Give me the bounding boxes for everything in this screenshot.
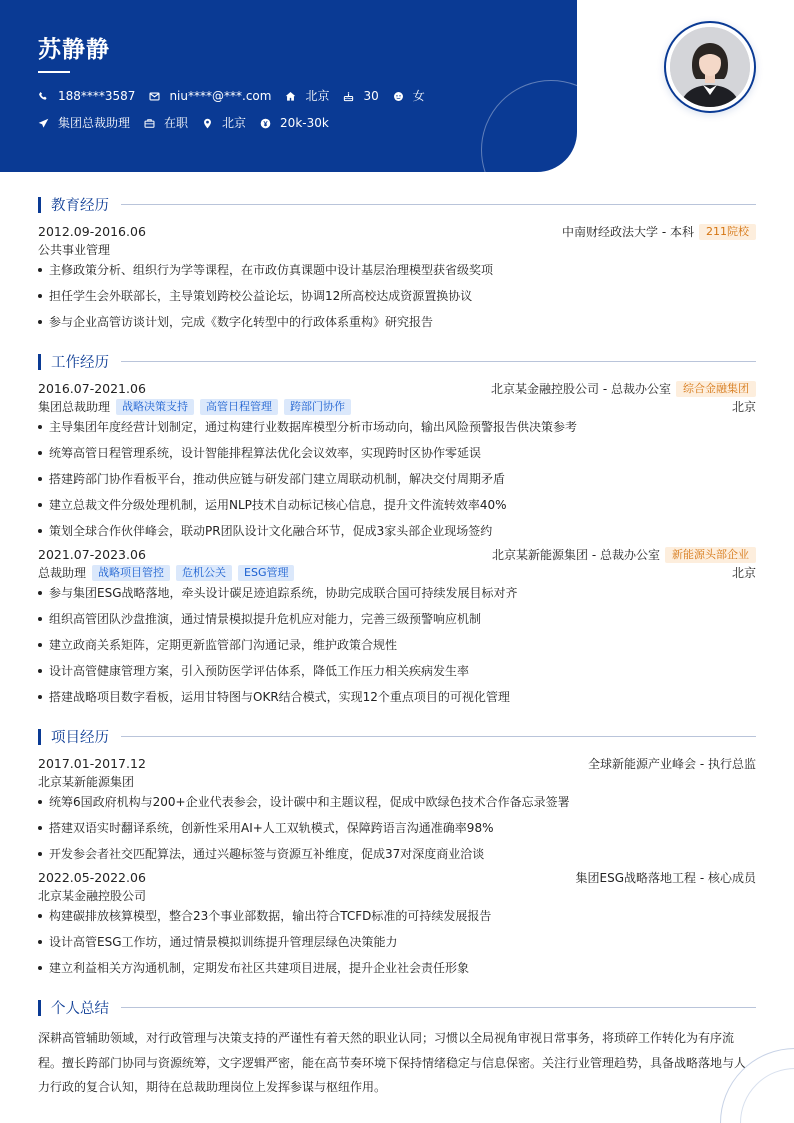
status-item (144, 115, 188, 131)
work-date: 2016.07-2021.06 (38, 381, 146, 396)
list-item: 开发参会者社交匹配算法，通过兴趣标签与资源互补维度，促成37对深度商业洽谈 (38, 846, 756, 862)
work-company: 北京某金融控股公司 - 总裁办公室 (491, 382, 671, 396)
section-marker (38, 354, 41, 370)
phone-text: 188****3587 (58, 89, 136, 103)
status-text: 在职 (164, 116, 189, 130)
target-city-item (202, 115, 246, 131)
gender-item (393, 88, 425, 104)
target-job-item (38, 115, 130, 131)
gender-icon (393, 91, 404, 102)
project-name-role: 全球新能源产业峰会 - 执行总监 (588, 757, 756, 771)
project-org: 北京某新能源集团 (38, 775, 135, 789)
briefcase-icon (144, 118, 155, 129)
project-org: 北京某金融控股公司 (38, 889, 147, 903)
money-icon (260, 118, 271, 129)
skill-tag: 高管日程管理 (200, 399, 278, 415)
section-marker (38, 197, 41, 213)
work-title-row (38, 399, 756, 415)
company-badge: 综合金融集团 (676, 381, 756, 397)
section-divider (121, 1007, 756, 1008)
education-school: 中南财经政法大学 - 本科 (562, 225, 694, 239)
age-item (343, 88, 378, 104)
company-badge: 新能源头部企业 (665, 547, 756, 563)
education-major: 公共事业管理 (38, 243, 111, 257)
salary-text: 20k-30k (280, 116, 329, 130)
section-title-text: 个人总结 (51, 1001, 109, 1017)
work-date: 2021.07-2023.06 (38, 547, 146, 562)
work-title: 集团总裁助理 (38, 400, 111, 414)
target-job-text: 集团总裁助理 (58, 116, 131, 130)
list-item: 建立政商关系矩阵，定期更新监管部门沟通记录，维护政策合规性 (38, 637, 756, 653)
work-header-row (38, 547, 756, 563)
project-date: 2017.01-2017.12 (38, 756, 146, 771)
education-header-row (38, 224, 756, 240)
email-text: niu****@***.com (169, 89, 272, 103)
header-decorative-circle (481, 80, 577, 172)
project-header-row (38, 756, 756, 772)
list-item: 建立总裁文件分级处理机制，运用NLP技术自动标记核心信息，提升文件流转效率40% (38, 497, 756, 513)
list-item: 搭建双语实时翻译系统，创新性采用AI+人工双轨模式，保障跨语言沟通准确率98% (38, 820, 756, 836)
send-icon (38, 118, 49, 129)
education-major-row (38, 242, 756, 258)
list-item: 统筹6国政府机构与200+企业代表参会，设计碳中和主题议程，促成中欧绿色技术合作备忘录签署 (38, 794, 756, 810)
avatar (670, 27, 750, 107)
education-date: 2012.09-2016.06 (38, 224, 146, 239)
list-item: 策划全球合作伙伴峰会，联动PR团队设计文化融合环节，促成3家头部企业现场签约 (38, 523, 756, 539)
section-title-text: 项目经历 (51, 730, 109, 746)
list-item: 主修政策分析、组织行为学等课程，在市政仿真课题中设计基层治理模型获省级奖项 (38, 262, 756, 278)
project-header-row (38, 870, 756, 886)
city-item (285, 88, 329, 104)
list-item: 设计高管ESG工作坊，通过情景模拟训练提升管理层绿色决策能力 (38, 934, 756, 950)
candidate-name: 苏静静 (38, 37, 110, 63)
section-title-work (38, 353, 756, 370)
section-title-summary (38, 999, 756, 1016)
cake-icon (343, 91, 354, 102)
name-underline (38, 71, 70, 73)
summary-text: 深耕高管辅助领域，对行政管理与决策支持的严谨性有着天然的职业认同；习惯以全局视角审视日常事务，将琐碎工作转化为有序流程。擅长跨部门协同与资源统筹，文字逻辑严密，能在高节奏环境下保持情绪稳定与信息保密。关注行业管理趋势，具备战略落地与人力行政的复合认知，期待在总裁助理岗位上发挥参谋与枢纽作用。 (38, 1031, 747, 1094)
school-badge: 211院校 (699, 224, 756, 240)
skill-tag: 战略项目管控 (92, 565, 170, 581)
phone-item (38, 88, 135, 104)
skill-tag: 战略决策支持 (116, 399, 194, 415)
list-item: 建立利益相关方沟通机制，定期发布社区共建项目进展，提升企业社会责任形象 (38, 960, 756, 976)
resume-header (0, 0, 577, 172)
list-item: 参与集团ESG战略落地，牵头设计碳足迹追踪系统，协助完成联合国可持续发展目标对齐 (38, 585, 756, 601)
skill-tag: 危机公关 (176, 565, 232, 581)
avatar-frame (664, 21, 756, 113)
project-date: 2022.05-2022.06 (38, 870, 146, 885)
section-marker (38, 729, 41, 745)
work-header-row (38, 381, 756, 397)
work-company: 北京某新能源集团 - 总裁办公室 (492, 548, 660, 562)
section-divider (121, 736, 756, 737)
list-item: 主导集团年度经营计划制定，通过构建行业数据库模型分析市场动向，输出风险预警报告供决策参考 (38, 419, 756, 435)
section-divider (121, 361, 756, 362)
skill-tag: ESG管理 (238, 565, 294, 581)
mail-icon (149, 91, 160, 102)
phone-icon (38, 91, 49, 102)
section-title-text: 工作经历 (51, 355, 109, 371)
contact-row (38, 88, 439, 104)
skill-tag: 跨部门协作 (284, 399, 351, 415)
age-text: 30 (363, 89, 379, 103)
location-icon (202, 118, 213, 129)
section-title-text: 教育经历 (51, 198, 109, 214)
city-text: 北京 (305, 89, 330, 103)
list-item: 搭建战略项目数字看板，运用甘特图与OKR结合模式，实现12个重点项目的可视化管理 (38, 689, 756, 705)
email-item (149, 88, 271, 104)
section-title-project (38, 728, 756, 745)
work-title-row (38, 565, 756, 581)
list-item: 担任学生会外联部长，主导策划跨校公益论坛，协调12所高校达成资源置换协议 (38, 288, 756, 304)
list-item: 构建碳排放核算模型，整合23个事业部数据，输出符合TCFD标准的可持续发展报告 (38, 908, 756, 924)
gender-text: 女 (412, 89, 425, 103)
list-item: 搭建跨部门协作看板平台，推动供应链与研发部门建立周联动机制，解决交付周期矛盾 (38, 471, 756, 487)
project-name-role: 集团ESG战略落地工程 - 核心成员 (575, 871, 756, 885)
list-item: 设计高管健康管理方案，引入预防医学评估体系，降低工作压力相关疾病发生率 (38, 663, 756, 679)
project-org-row (38, 774, 756, 790)
work-city: 北京 (731, 566, 756, 580)
work-city: 北京 (731, 400, 756, 414)
list-item: 组织高管团队沙盘推演，通过情景模拟提升危机应对能力，完善三级预警响应机制 (38, 611, 756, 627)
target-city-text: 北京 (222, 116, 247, 130)
work-title: 总裁助理 (38, 566, 87, 580)
list-item: 统筹高管日程管理系统，设计智能排程算法优化会议效率，实现跨时区协作零延误 (38, 445, 756, 461)
home-icon (285, 91, 296, 102)
salary-item (260, 115, 329, 131)
section-marker (38, 1000, 41, 1016)
section-divider (121, 204, 756, 205)
project-org-row (38, 888, 756, 904)
intent-row (38, 115, 343, 131)
list-item: 参与企业高管访谈计划，完成《数字化转型中的行政体系重构》研究报告 (38, 314, 756, 330)
section-title-education (38, 196, 756, 213)
